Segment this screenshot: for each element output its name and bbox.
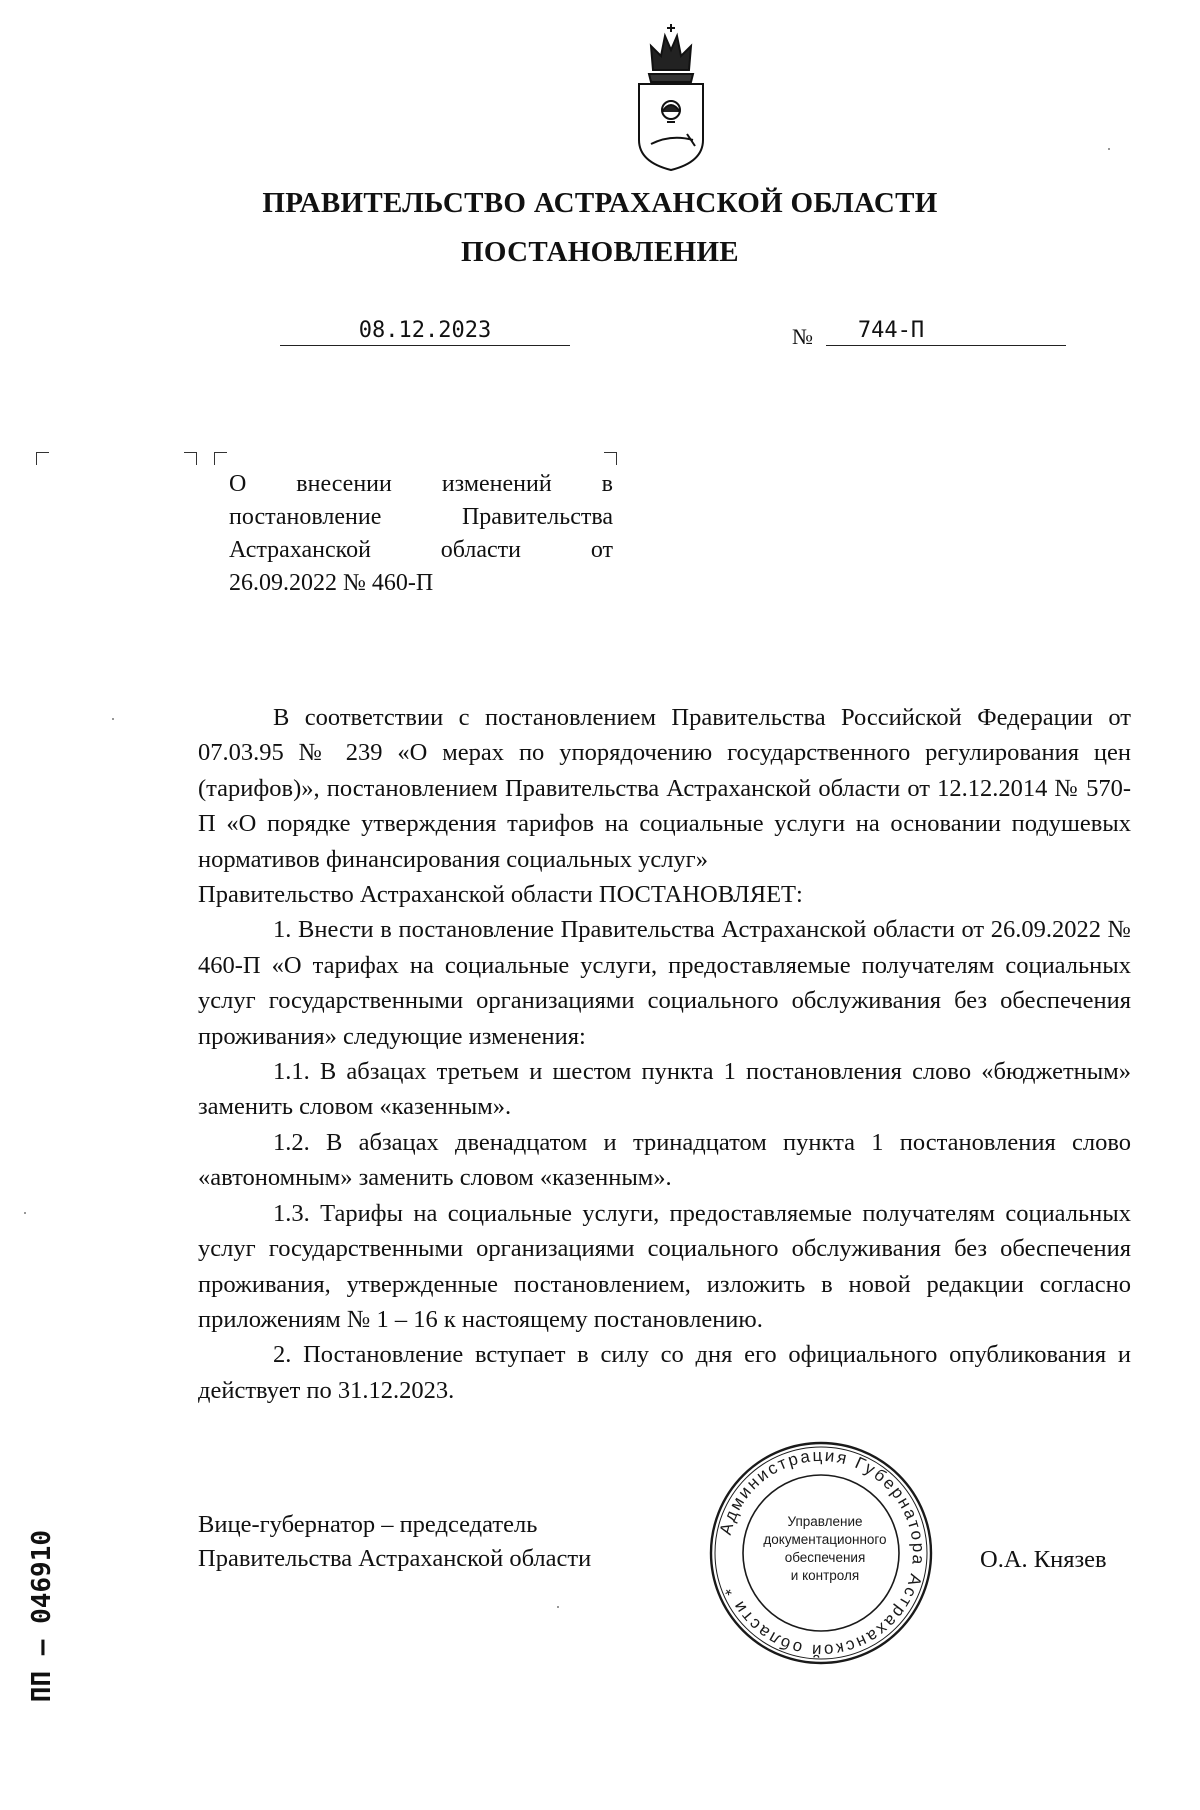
subject-line: Астраханской области от <box>229 537 613 563</box>
corner-mark-left <box>36 452 49 465</box>
stamp-line: Управление <box>787 1514 863 1529</box>
corner-mark-subject-right <box>604 452 617 465</box>
corner-mark-subject-left <box>214 452 227 465</box>
item-1-3-paragraph: 1.3. Тарифы на социальные услуги, предоставляемые получателям социальных услуг государственными организациями социального обслуживания без обеспечения проживания, утвержденные постановлением, изложить в новой редакции согласно приложениям № 1 – 16 к настоящему постановлению. <box>198 1199 1131 1333</box>
item-1-paragraph: 1. Внести в постановление Правительства Астраханской области от 26.09.2022 № 460-П «О тарифах на социальные услуги, предоставляемые получателям социальных услуг государственными организациями социального обслуживания без обеспечения проживания» следующие изменения: <box>198 916 1131 1050</box>
government-title: ПРАВИТЕЛЬСТВО АСТРАХАНСКОЙ ОБЛАСТИ <box>262 187 938 219</box>
stamp-line: обеспечения <box>784 1550 866 1565</box>
scan-speck <box>557 1606 559 1608</box>
date-underline <box>280 345 570 346</box>
document-number: 744-П <box>857 318 925 343</box>
signer-position <box>198 1508 591 1576</box>
stamp-line: и контроля <box>790 1568 860 1583</box>
item-1-1-paragraph: 1.1. В абзацах третьем и шестом пункта 1 постановления слово «бюджетным» заменить словом «казенным». <box>198 1058 1131 1121</box>
scan-speck <box>112 718 114 720</box>
scan-speck <box>1108 148 1110 150</box>
document-type-title: ПОСТАНОВЛЕНИЕ <box>461 236 739 268</box>
stamp-line: документационного <box>763 1532 887 1547</box>
signer-position-line: Правительства Астраханской области <box>198 1545 592 1572</box>
scan-speck <box>24 1212 26 1214</box>
corner-mark-subject-right-edge <box>184 452 197 465</box>
item-1-2-paragraph: 1.2. В абзацах двенадцатом и тринадцатом пункта 1 постановления слово «автономным» заменить словом «казенным». <box>198 1128 1131 1192</box>
document-subject <box>229 468 613 600</box>
serial-number <box>20 1530 60 1810</box>
document-body <box>198 700 1131 1408</box>
signer-name: О.А. Князев <box>980 1546 1107 1573</box>
number-underline <box>826 345 1066 346</box>
decree-paragraph: Правительство Астраханской области ПОСТАНОВЛЯЕТ: <box>198 881 803 909</box>
document-date: 08.12.2023 <box>358 318 492 343</box>
stamp-ring-text: Администрация Губернатора Астраханской области * <box>715 1445 929 1661</box>
item-2-paragraph: 2. Постановление вступает в силу со дня его официального опубликования и действует по 31.12.2023. <box>198 1341 1131 1404</box>
serial-number-text: ПП – 046910 <box>27 1530 57 1703</box>
subject-line: О внесении изменений в <box>229 471 613 497</box>
preamble-paragraph: В соответствии с постановлением Правительства Российской Федерации от 07.03.95 № 239 «О мерах по упорядочению государственного регулирования цен (тарифов)», постановлением Правительства Астраханской области от 12.12.2014 № 570-П «О порядке утверждения тарифов на социальные услуги на основании подушевых нормативов финансирования социальных услуг» <box>198 704 1131 873</box>
coat-of-arms-emblem <box>631 22 711 172</box>
number-sign: № <box>792 324 813 349</box>
stamp-center-text <box>760 1513 890 1585</box>
subject-line: постановление Правительства <box>229 504 613 530</box>
subject-line: 26.09.2022 № 460-П <box>229 570 434 596</box>
signer-position-line: Вице-губернатор – председатель <box>198 1511 538 1538</box>
